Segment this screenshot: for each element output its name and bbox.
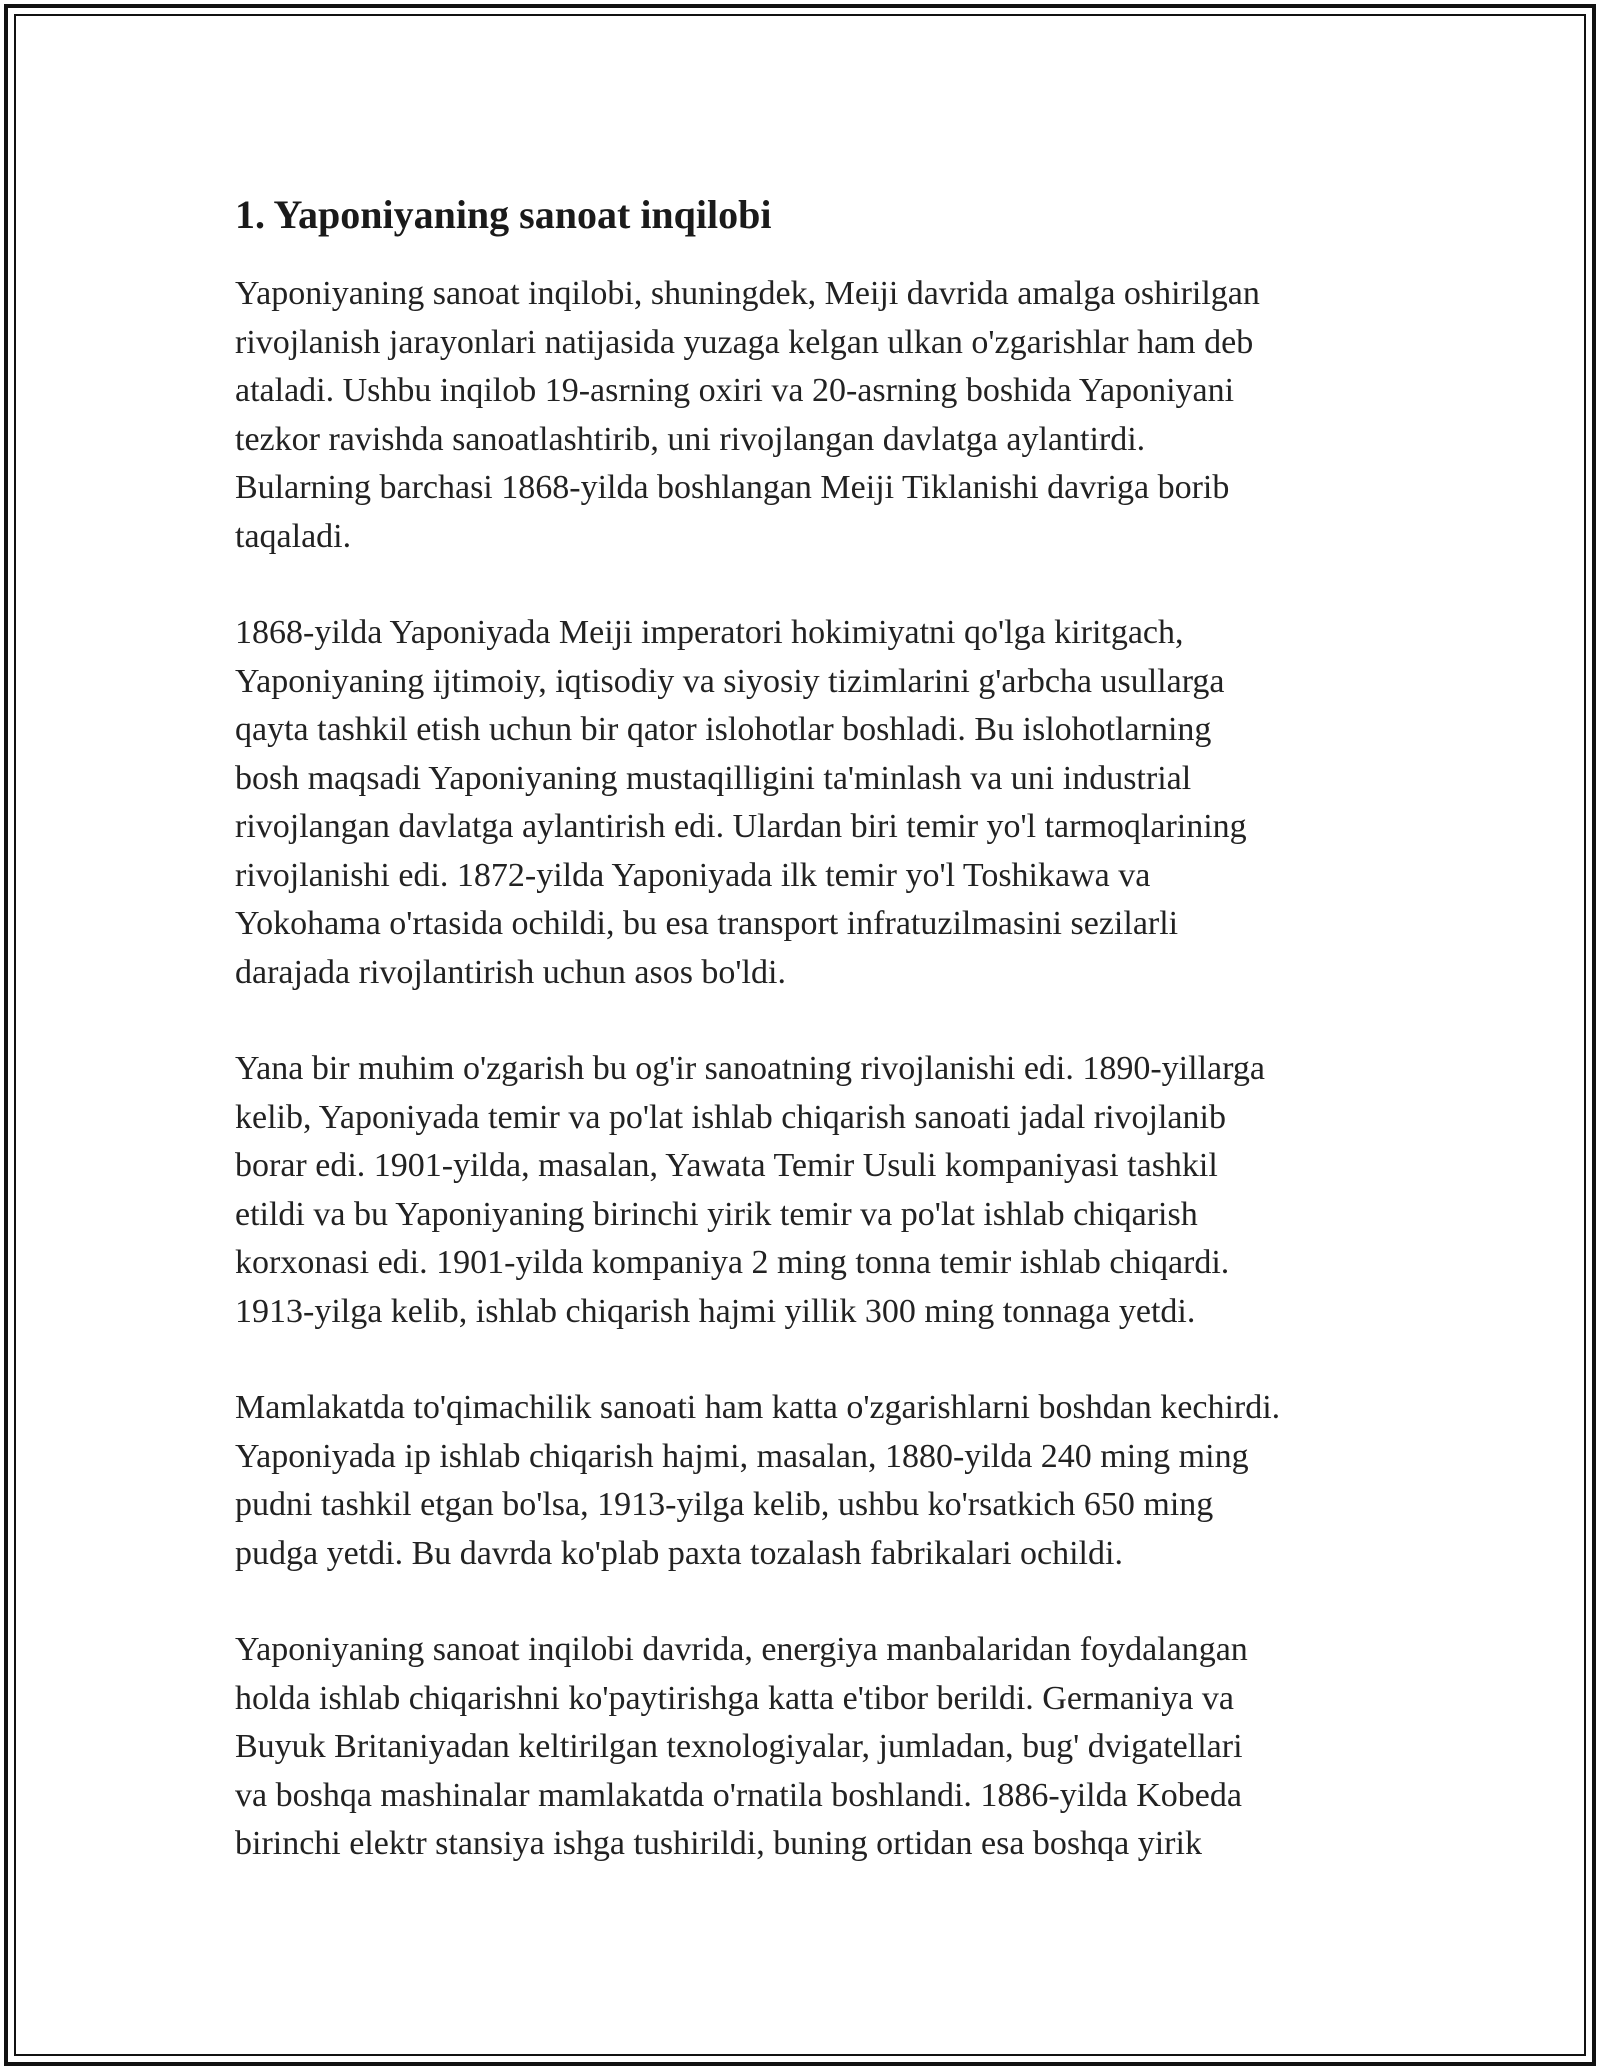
text-line: birinchi elektr stansiya ishga tushirildi, buning ortidan esa boshqa yirik [235,1825,1202,1862]
text-line: Mamlakatda to'qimachilik sanoati ham katta o'zgarishlarni boshdan kechirdi. [235,1389,1281,1426]
text-line: Bularning barchasi 1868-yilda boshlangan Meiji Tiklanishi davriga borib [235,469,1230,506]
paragraph [235,609,1395,997]
text-line: kelib, Yaponiyada temir va po'lat ishlab chiqarish sanoati jadal rivojlanib [235,1098,1226,1136]
text-line: rivojlanish jarayonlari natijasida yuzaga kelgan ulkan o'zgarishlar ham deb [235,323,1254,361]
section-heading: 1. Yaponiyaning sanoat inqilobi [235,192,772,237]
text-line: Yaponiyaning sanoat inqilobi, shuningdek, Meiji davrida amalga oshirilgan [235,275,1260,312]
text-line: Yaponiyada ip ishlab chiqarish hajmi, masalan, 1880-yilda 240 ming ming [235,1437,1249,1475]
text-line: 1913-yilga kelib, ishlab chiqarish hajmi yillik 300 ming tonnaga yetdi. [235,1292,1196,1330]
text-line: Buyuk Britaniyadan keltirilgan texnologiyalar, jumladan, bug' dvigatellari [235,1728,1243,1765]
paragraph-list [235,270,1395,1869]
document-body [235,190,1395,1869]
text-line: Yokohama o'rtasida ochildi, bu esa transport infratuzilmasini sezilarli [235,905,1179,942]
text-line: korxonasi edi. 1901-yilda kompaniya 2 ming tonna temir ishlab chiqardi. [235,1244,1230,1281]
text-line: holda ishlab chiqarishni ko'paytirishga katta e'tibor berildi. Germaniya va [235,1679,1234,1717]
paragraph [235,1045,1395,1336]
text-line: 1868-yilda Yaponiyada Meiji imperatori hokimiyatni qo'lga kiritgach, [235,614,1184,651]
text-line: tezkor ravishda sanoatlashtirib, uni rivojlangan davlatga aylantirdi. [235,420,1146,458]
text-line: pudga yetdi. Bu davrda ko'plab paxta tozalash fabrikalari ochildi. [235,1534,1123,1572]
text-line: bosh maqsadi Yaponiyaning mustaqilligini ta'minlash va uni industrial [235,759,1192,797]
text-line: rivojlangan davlatga aylantirish edi. Ulardan biri temir yo'l tarmoqlarining [235,808,1247,845]
text-line: va boshqa mashinalar mamlakatda o'rnatila boshlandi. 1886-yilda Kobeda [235,1776,1242,1814]
text-line: qayta tashkil etish uchun bir qator islohotlar boshladi. Bu islohotlarning [235,711,1212,748]
text-line: Yana bir muhim o'zgarish bu og'ir sanoatning rivojlanishi edi. 1890-yillarga [235,1050,1265,1087]
paragraph [235,1626,1395,1869]
text-line: taqaladi. [235,517,352,555]
text-line: pudni tashkil etgan bo'lsa, 1913-yilga kelib, ushbu ko'rsatkich 650 ming [235,1486,1214,1523]
text-line: rivojlanishi edi. 1872-yilda Yaponiyada ilk temir yo'l Toshikawa va [235,856,1151,894]
text-line: etildi va bu Yaponiyaning birinchi yirik temir va po'lat ishlab chiqarish [235,1195,1198,1233]
text-line: Yaponiyaning sanoat inqilobi davrida, energiya manbalaridan foydalangan [235,1631,1248,1668]
paragraph [235,1384,1395,1578]
text-line: ataladi. Ushbu inqilob 19-asrning oxiri va 20-asrning boshida Yaponiyani [235,372,1235,409]
text-line: borar edi. 1901-yilda, masalan, Yawata Temir Usuli kompaniyasi tashkil [235,1147,1218,1184]
paragraph [235,270,1395,561]
text-line: Yaponiyaning ijtimoiy, iqtisodiy va siyosiy tizimlarini g'arbcha usullarga [235,662,1225,700]
text-line: darajada rivojlantirish uchun asos bo'ldi. [235,953,786,991]
